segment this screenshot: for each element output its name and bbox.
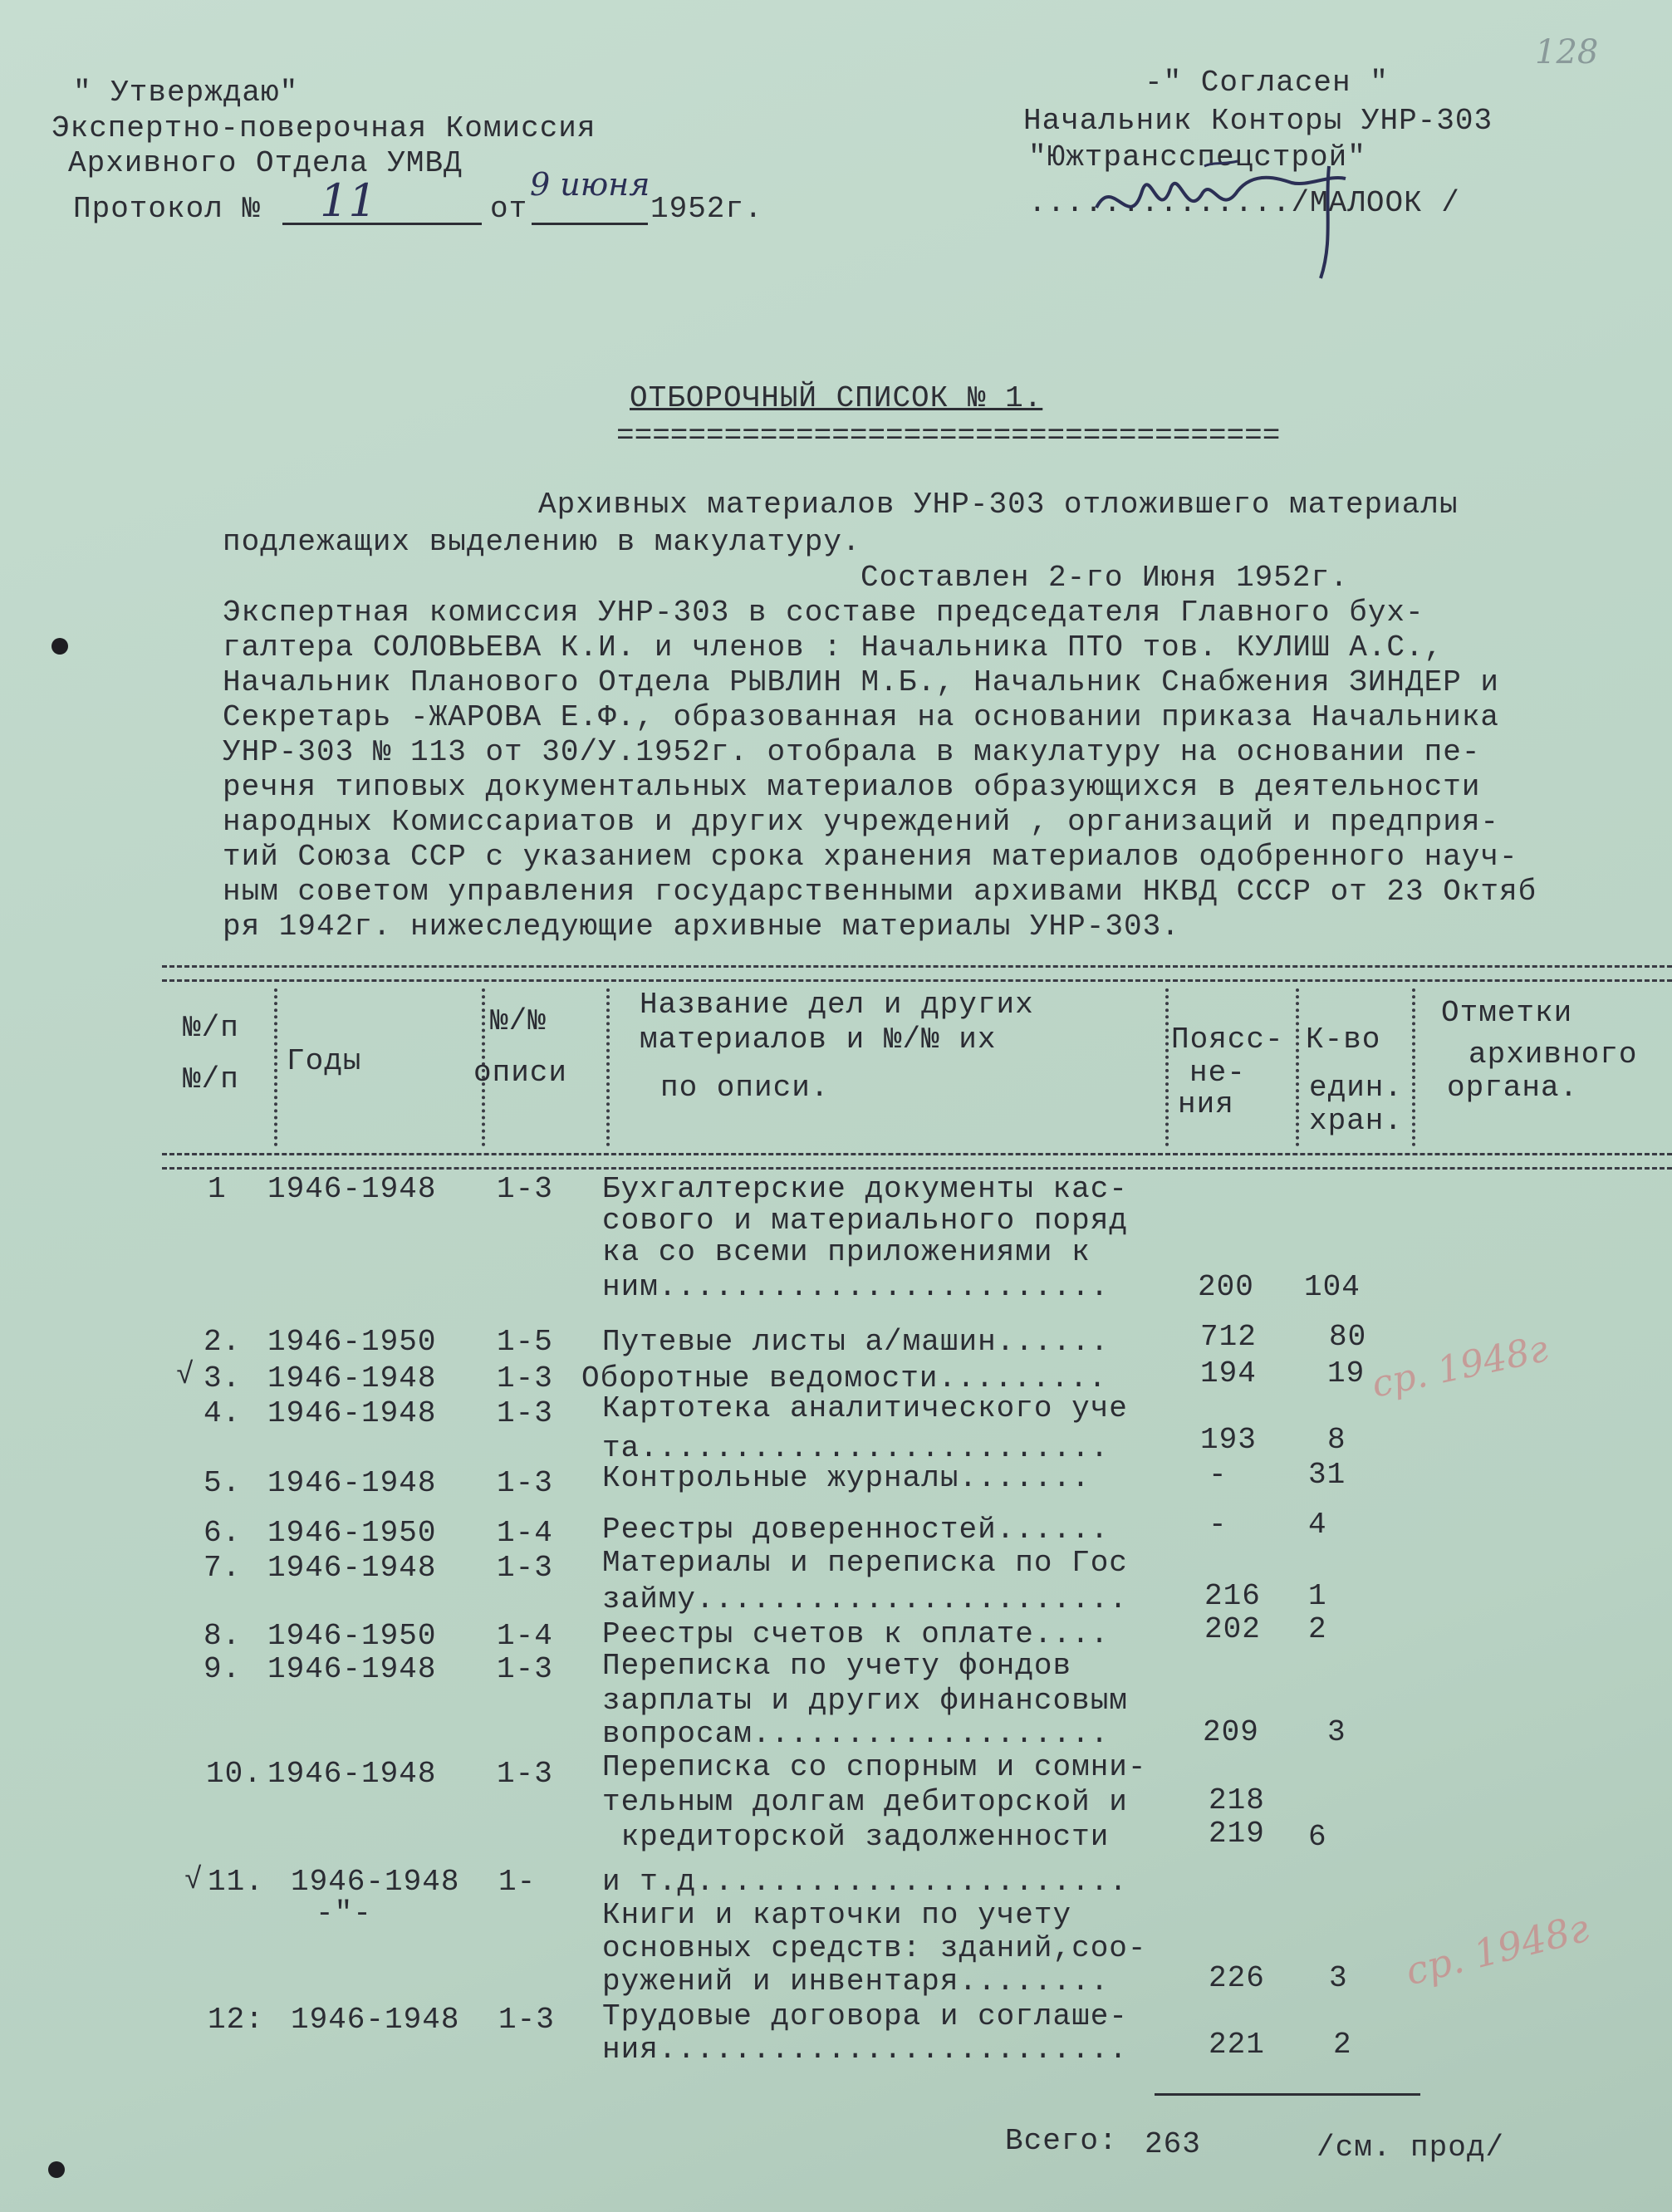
row-num: 2. — [203, 1325, 242, 1359]
row-name: основных средств: зданий,соо- — [602, 1931, 1147, 1965]
row-qty: 19 — [1327, 1356, 1366, 1390]
approved-line3: Архивного Отдела УМВД — [68, 146, 463, 180]
header-num: №/п — [183, 1011, 239, 1045]
row-ditto: -"- — [316, 1896, 372, 1930]
row-qty: 2 — [1333, 2028, 1352, 2062]
row-num: 8. — [203, 1619, 242, 1653]
row-note: - — [1209, 1458, 1228, 1492]
margin-note: ср. 1948г — [1400, 1905, 1593, 1994]
row-name: Бухгалтерские документы кас- — [602, 1172, 1128, 1206]
row-qty: 80 — [1329, 1320, 1367, 1354]
row-inventory: 1-3 — [498, 2003, 555, 2037]
column-separator — [274, 988, 277, 1146]
row-note: 712 — [1200, 1320, 1257, 1354]
date-prefix: от — [490, 192, 528, 226]
row-name: Реестры доверенностей...... — [602, 1513, 1110, 1547]
intro-line: ным советом управления государственными архивами НКВД СССР от 23 Октяб — [223, 875, 1537, 909]
row-num: 9. — [203, 1652, 242, 1686]
intro-line: Экспертная комиссия УНР-303 в составе председателя Главного бух- — [223, 596, 1424, 630]
row-years: 1946-1948 — [267, 1757, 437, 1791]
agreed-line2: Начальник Конторы УНР-303 — [1023, 104, 1493, 138]
document-title: ОТБОРОЧНЫЙ СПИСОК № 1. — [630, 381, 1043, 415]
table-header-bottom-rule — [162, 1153, 1672, 1170]
row-inventory: 1-3 — [497, 1172, 553, 1206]
row-inventory: 1- — [498, 1865, 537, 1899]
row-name: и т.д....................... — [602, 1865, 1128, 1899]
row-name: Переписка со спорным и сомни- — [602, 1750, 1147, 1784]
agreed-line3: "Южтрансспецстрой" — [1028, 140, 1366, 174]
row-qty: 104 — [1304, 1270, 1361, 1304]
row-name: Картотека аналитического уче — [602, 1391, 1128, 1425]
approved-line2: Экспертно-поверочная Комиссия — [51, 111, 596, 145]
row-years: 1946-1948 — [291, 1865, 460, 1899]
row-name: ния......................... — [602, 2033, 1128, 2067]
protocol-number: 11 — [320, 174, 377, 227]
header-years: Годы — [287, 1044, 362, 1078]
header-name: материалов и №/№ их — [640, 1023, 997, 1057]
row-name: ним........................ — [602, 1270, 1110, 1304]
intro-line: УНР-303 № 113 от 30/У.1952г. отобрала в макулатуру на основании пе- — [223, 735, 1481, 769]
row-qty: 4 — [1308, 1508, 1327, 1542]
date-line — [532, 223, 648, 225]
header-num: №/п — [183, 1062, 239, 1096]
row-years: 1946-1948 — [267, 1361, 437, 1395]
row-inventory: 1-3 — [497, 1396, 553, 1430]
row-note: 200 — [1198, 1270, 1254, 1304]
row-qty: 1 — [1308, 1579, 1327, 1613]
margin-note: ср. 1948г — [1368, 1327, 1552, 1406]
date-handwritten: 9 июня — [530, 166, 650, 203]
row-note: - — [1209, 1508, 1228, 1542]
row-years: 1946-1950 — [267, 1516, 437, 1550]
row-years: 1946-1948 — [267, 1652, 437, 1686]
date-year: 1952г. — [650, 192, 763, 226]
continued-note: /см. прод/ — [1317, 2131, 1505, 2165]
row-qty: 6 — [1308, 1820, 1327, 1854]
row-inventory: 1-3 — [497, 1652, 553, 1686]
row-note: 216 — [1204, 1579, 1261, 1613]
row-years: 1946-1948 — [267, 1396, 437, 1430]
row-inventory: 1-4 — [497, 1619, 553, 1653]
table-header-top-rule — [162, 965, 1672, 982]
row-name: Контрольные журналы....... — [602, 1461, 1091, 1495]
row-name: Книги и карточки по учету — [602, 1898, 1072, 1932]
row-qty: 3 — [1329, 1961, 1348, 1995]
row-name: зарплаты и других финансовым — [602, 1684, 1128, 1718]
row-name: кредиторской задолженности — [602, 1820, 1110, 1854]
intro-line: народных Комиссариатов и других учреждений , организаций и предприя- — [223, 805, 1500, 839]
row-name: Путевые листы а/машин...... — [602, 1325, 1110, 1359]
intro-line: речня типовых документальных материалов образующихся в деятельности — [223, 770, 1481, 804]
header-inventory: №/№ — [490, 1004, 547, 1038]
row-name: Реестры счетов к оплате.... — [602, 1617, 1110, 1651]
row-note: 221 — [1209, 2028, 1265, 2062]
intro-line: Секретарь -ЖАРОВА Е.Ф., образованная на основании приказа Начальника — [223, 700, 1500, 734]
row-name: ружений и инвентаря........ — [602, 1964, 1110, 1999]
header-name: Название дел и других — [640, 988, 1034, 1022]
header-note: не- — [1189, 1056, 1246, 1090]
row-inventory: 1-5 — [497, 1325, 553, 1359]
header-marks: органа. — [1447, 1071, 1579, 1105]
total-rule — [1155, 2093, 1420, 2096]
row-years: 1946-1948 — [267, 1466, 437, 1500]
protocol-label: Протокол № — [73, 192, 262, 226]
row-inventory: 1-3 — [497, 1757, 553, 1791]
row-qty: 2 — [1308, 1612, 1327, 1646]
row-qty: 3 — [1327, 1715, 1346, 1749]
intro-line: ря 1942г. нижеследующие архивные материалы УНР-303. — [223, 910, 1180, 944]
protocol-number-line — [282, 223, 482, 225]
row-name: сового и материального поряд — [602, 1204, 1128, 1238]
row-check-mark: √ — [184, 1863, 203, 1897]
punch-hole — [51, 638, 68, 655]
header-qty: хран. — [1309, 1104, 1404, 1138]
intro-line: подлежащих выделению в макулатуру. — [223, 525, 861, 559]
row-inventory: 1-3 — [497, 1466, 553, 1500]
row-note: 226 — [1209, 1961, 1265, 1995]
row-qty: 31 — [1308, 1458, 1346, 1492]
signature — [1080, 141, 1395, 282]
page-mark: 128 — [1535, 33, 1599, 71]
row-name: тельным долгам дебиторской и — [602, 1785, 1128, 1819]
total-label: Всего: — [1005, 2124, 1118, 2158]
header-inventory: описи — [473, 1056, 568, 1090]
column-separator — [606, 988, 610, 1146]
row-num: 7. — [203, 1551, 242, 1585]
punch-hole — [48, 2161, 65, 2178]
header-name: по описи. — [660, 1071, 830, 1105]
agreed-sign-line: ............../МАЛООК / — [1028, 186, 1460, 220]
row-note: 202 — [1204, 1612, 1261, 1646]
row-name: займу....................... — [602, 1582, 1128, 1616]
row-name: ка со всеми приложениями к — [602, 1235, 1091, 1269]
agreed-line1: -" Согласен " — [1145, 66, 1389, 100]
row-note: 194 — [1200, 1356, 1257, 1390]
row-check-mark: √ — [176, 1358, 195, 1392]
intro-line: Составлен 2-го Июня 1952г. — [861, 561, 1349, 595]
row-name: вопросам................... — [602, 1717, 1110, 1751]
row-num: 4. — [203, 1396, 242, 1430]
row-num: 11. — [208, 1865, 264, 1899]
row-note: 209 — [1203, 1715, 1259, 1749]
row-years: 1946-1948 — [291, 2003, 460, 2037]
column-separator — [1296, 988, 1299, 1146]
header-qty: един. — [1309, 1071, 1404, 1105]
row-num: 5. — [203, 1466, 242, 1500]
row-years: 1946-1948 — [267, 1551, 437, 1585]
row-num: 10. — [206, 1757, 262, 1791]
row-name: Переписка по учету фондов — [602, 1649, 1072, 1683]
row-note: 218 219 — [1209, 1783, 1265, 1851]
row-name: Материалы и переписка по Гос — [602, 1546, 1128, 1580]
row-num: 3. — [203, 1361, 242, 1395]
header-note: ния — [1178, 1087, 1234, 1121]
row-qty: 8 — [1327, 1423, 1346, 1457]
column-separator — [1412, 988, 1415, 1146]
approved-line1: " Утверждаю" — [73, 76, 299, 110]
intro-line: галтера СОЛОВЬЕВА К.И. и членов : Начальника ПТО тов. КУЛИШ А.С., — [223, 630, 1444, 665]
row-num: 12: — [208, 2003, 264, 2037]
header-marks: Отметки — [1441, 996, 1573, 1030]
intro-line: Архивных материалов УНР-303 отложившего материалы — [538, 488, 1459, 522]
row-num: 1 — [208, 1172, 227, 1206]
row-years: 1946-1948 — [267, 1172, 437, 1206]
row-name: Трудовые договора и соглаше- — [602, 1999, 1128, 2033]
row-num: 6. — [203, 1516, 242, 1550]
row-note: 193 — [1200, 1423, 1257, 1457]
row-inventory: 1-3 — [497, 1361, 553, 1395]
row-inventory: 1-4 — [497, 1516, 553, 1550]
total-value: 263 — [1145, 2127, 1201, 2161]
intro-line: Начальник Планового Отдела РЫВЛИН М.Б., Начальник Снабжения ЗИНДЕР и — [223, 665, 1500, 699]
row-years: 1946-1950 — [267, 1325, 437, 1359]
row-inventory: 1-3 — [497, 1551, 553, 1585]
header-qty: К-во — [1306, 1023, 1381, 1057]
row-name: та......................... — [602, 1431, 1110, 1465]
title-double-rule: ===================================== — [616, 419, 1281, 453]
intro-line: тий Союза ССР с указанием срока хранения материалов одобренного науч- — [223, 840, 1518, 874]
row-name: Оборотные ведомости......... — [581, 1361, 1107, 1395]
header-note: Поясс- — [1171, 1023, 1284, 1057]
column-separator — [1165, 988, 1169, 1146]
header-marks: архивного — [1469, 1037, 1638, 1072]
row-years: 1946-1950 — [267, 1619, 437, 1653]
